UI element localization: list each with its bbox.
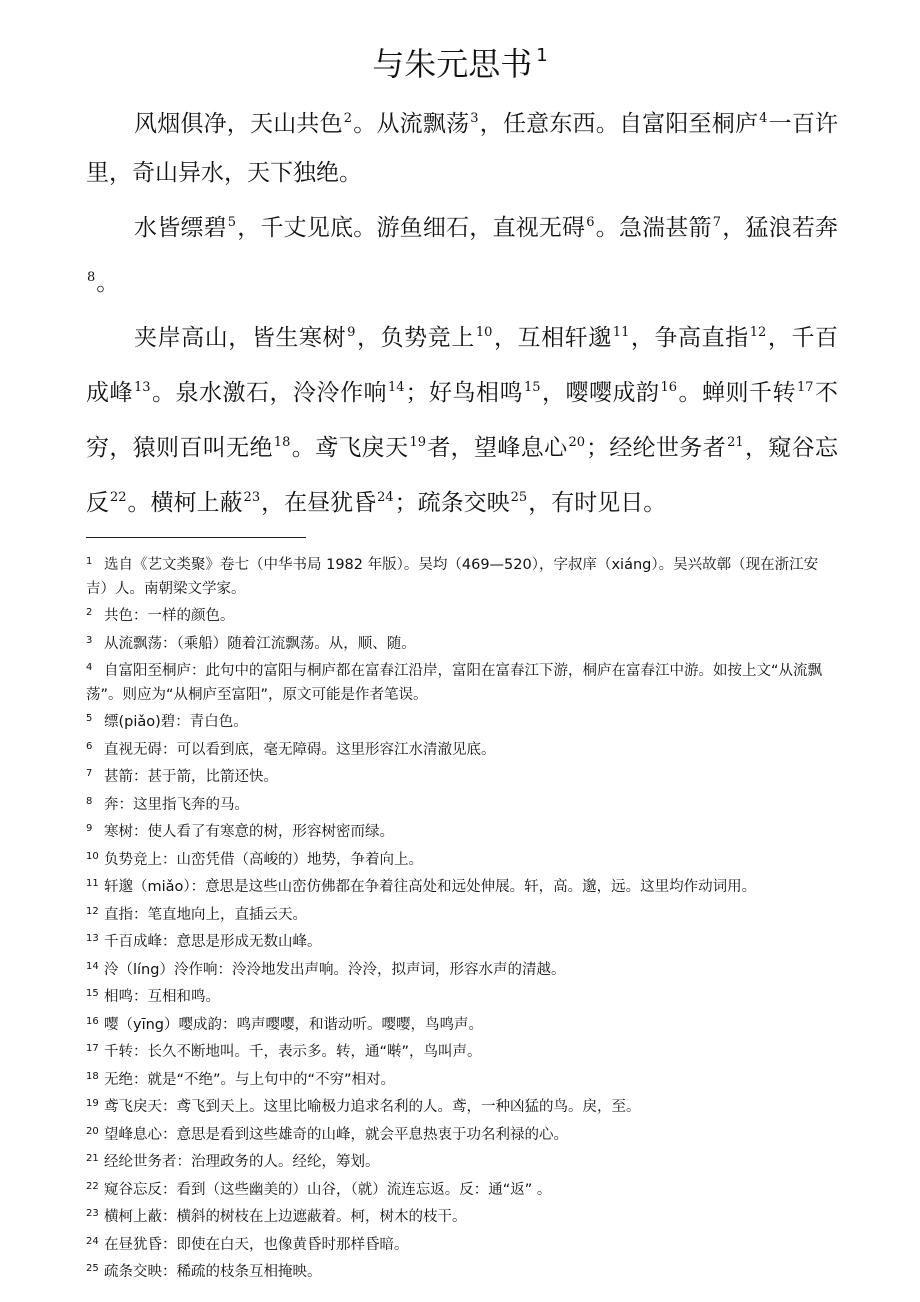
footnote-number: 14	[86, 960, 99, 972]
footnote-ref: 14	[387, 380, 405, 395]
footnote-item	[86, 656, 838, 707]
footnote-item	[86, 629, 838, 657]
paragraph-text: 者，望峰息心	[426, 435, 568, 461]
footnote-ref: 13	[134, 380, 151, 395]
footnote-item	[86, 1010, 838, 1038]
footnote-ref: 8	[87, 270, 96, 285]
footnote-item	[86, 1065, 838, 1093]
footnote-text: 甚箭：甚于箭，比箭还快。	[104, 769, 278, 785]
main-text	[86, 94, 838, 528]
footnote-ref: 3	[470, 111, 479, 126]
paragraph-text: 夹岸高山，皆生寒树	[134, 325, 347, 351]
footnote-item	[86, 735, 838, 763]
footnote-item	[86, 550, 838, 601]
footnote-number: 19	[86, 1098, 99, 1109]
footnote-number: 23	[86, 1208, 99, 1219]
footnote-text: 直视无碍：可以看到底，毫无障碍。这里形容江水清澈见底。	[104, 741, 496, 758]
footnote-ref: 6	[586, 215, 595, 230]
footnote-text: 选自《艺文类聚》卷七（中华书局 1982 年版）。吴均（469—520），字叔庠（xiáng）。吴兴故鄣（现在浙江安吉）人。南朝梁文学家。	[86, 557, 819, 597]
footnote-text: 负势竞上：山峦凭借（高峻的）地势，争着向上。	[104, 851, 423, 868]
footnote-item	[86, 762, 838, 790]
footnote-number: 17	[86, 1043, 99, 1054]
paragraph-text: ；好鸟相鸣	[405, 380, 523, 406]
footnotes-section	[86, 550, 838, 1285]
paragraph-text: ；疏条交映	[394, 490, 510, 516]
paragraph-text: 。急湍甚箭	[595, 215, 712, 241]
footnote-number: 1	[86, 556, 93, 567]
paragraph	[86, 198, 838, 308]
paragraph-text: ；经纶世务者	[585, 435, 727, 461]
footnote-number: 11	[86, 878, 99, 889]
footnote-text: 寒树：使人看了有寒意的树，形容树密而绿。	[104, 824, 394, 840]
footnote-item	[86, 1147, 838, 1175]
title-text: 与朱元思书	[372, 45, 533, 83]
footnote-item	[86, 1120, 838, 1148]
footnote-item	[86, 1175, 838, 1203]
footnote-text: 横柯上蔽：横斜的树枝在上边遮蔽着。柯，树木的枝干。	[104, 1209, 467, 1225]
footnote-item	[86, 927, 838, 955]
footnote-text: 千百成峰：意思是形成无数山峰。	[104, 934, 322, 950]
footnote-text: 直指：笔直地向上，直插云天。	[104, 906, 307, 923]
footnote-item	[86, 1230, 838, 1258]
paragraph-text: ，窥谷忘反	[86, 435, 839, 516]
paragraph-text: 。横柯上蔽	[127, 490, 243, 516]
footnote-item	[86, 1037, 838, 1065]
paragraph-text: ，负势竞上	[356, 325, 475, 351]
footnote-text: 嘤（yīng）嘤成韵：鸣声嘤嘤，和谐动听。嘤嘤，鸟鸣声。	[104, 1016, 484, 1033]
footnote-number: 2	[86, 607, 93, 618]
footnote-number: 24	[86, 1235, 99, 1247]
paragraph-text: 。蝉则千转	[678, 380, 797, 406]
paragraph-text: ，争高直指	[630, 325, 749, 351]
footnote-ref: 12	[749, 325, 767, 340]
footnote-ref: 23	[243, 490, 261, 505]
footnote-number: 10	[86, 850, 99, 862]
footnote-number: 6	[86, 740, 93, 752]
footnote-ref: 4	[759, 111, 768, 126]
footnote-ref: 18	[273, 435, 291, 450]
paragraph-text: ，有时见日。	[528, 490, 667, 516]
paragraph-text: 风烟俱净，天山共色	[134, 111, 343, 137]
paragraph-text: 水皆缥碧	[134, 215, 227, 241]
paragraph-text: 。鸢飞戾天	[291, 435, 409, 461]
footnote-text: 经纶世务者：治理政务的人。经纶，筹划。	[104, 1154, 380, 1170]
footnote-number: 3	[86, 634, 93, 646]
footnote-item	[86, 872, 838, 900]
footnote-text: 相鸣：互相和鸣。	[104, 989, 220, 1005]
footnote-ref: 21	[727, 435, 744, 450]
footnote-text: 无绝：就是“不绝”。与上句中的“不穷”相对。	[104, 1071, 396, 1088]
footnote-number: 12	[86, 905, 99, 917]
paragraph-text: ，千丈见底。游鱼细石，直视无碍	[237, 215, 586, 241]
paragraph-text: ，在昼犹昏	[261, 490, 377, 516]
footnote-ref: 9	[347, 325, 356, 340]
footnote-item	[86, 955, 838, 983]
paragraph-text: ，嘤嘤成韵	[541, 380, 660, 406]
paragraph-text: 。	[96, 270, 120, 296]
footnote-ref: 24	[377, 490, 394, 505]
footnote-number: 20	[86, 1125, 99, 1137]
footnote-text: 在昼犹昏：即使在白天，也像黄昏时那样昏暗。	[104, 1236, 409, 1253]
footnote-item	[86, 1092, 838, 1120]
paragraph	[86, 308, 838, 528]
footnote-number: 7	[86, 768, 93, 779]
footnote-number: 5	[86, 713, 93, 724]
footnote-ref: 7	[712, 215, 722, 230]
footnote-text: 窥谷忘反：看到（这些幽美的）山谷，（就）流连忘返。反：通“返” 。	[104, 1181, 552, 1198]
footnote-number: 21	[86, 1153, 99, 1164]
footnote-item	[86, 790, 838, 818]
paragraph-text: 。从流飘荡	[353, 111, 470, 137]
footnote-item	[86, 982, 838, 1010]
footnote-item	[86, 900, 838, 928]
footnote-text: 轩邈（miǎo）：意思是这些山峦仿佛都在争着往高处和远处伸展。轩，高。邈，远。这里均作动词用。	[104, 879, 757, 895]
footnote-number: 22	[86, 1180, 99, 1192]
paragraph-text: 一百许里，奇山异水，天下独绝。	[86, 111, 839, 186]
footnote-text: 从流飘荡：（乘船）随着江流飘荡。从，顺、随。	[104, 635, 416, 652]
footnote-text: 奔：这里指飞奔的马。	[104, 796, 249, 813]
footnote-number: 25	[86, 1263, 99, 1274]
footnote-ref: 25	[510, 490, 528, 505]
footnote-ref: 22	[110, 490, 127, 505]
footnote-item	[86, 1257, 838, 1285]
footnote-text: 自富阳至桐庐：此句中的富阳与桐庐都在富春江沿岸，富阳在富春江下游，桐庐在富春江中游。如按上文“从流飘荡”。则应为“从桐庐至富阳”，原文可能是作者笔误。	[86, 663, 823, 703]
footnote-ref: 11	[612, 325, 630, 340]
paragraph-text: 不穷，猿则百叫无绝	[86, 380, 839, 461]
paragraph	[86, 94, 838, 198]
footnote-text: 望峰息心：意思是看到这些雄奇的山峰，就会平息热衷于功名利禄的心。	[104, 1126, 568, 1143]
footnote-number: 18	[86, 1070, 99, 1082]
paragraph-text: ，互相轩邈	[493, 325, 612, 351]
footnote-text: 鸢飞戾天：鸢飞到天上。这里比喻极力追求名利的人。鸢，一种凶猛的鸟。戾，至。	[104, 1099, 641, 1115]
footnote-ref: 15	[523, 380, 541, 395]
footnote-item	[86, 601, 838, 629]
footnote-number: 16	[86, 1015, 99, 1027]
footnote-item	[86, 707, 838, 735]
footnote-number: 13	[86, 933, 99, 944]
footnote-text: 缥(piǎo)碧：青白色。	[104, 714, 248, 730]
footnote-text: 泠（líng）泠作响：泠泠地发出声响。泠泠，拟声词，形容水声的清越。	[104, 961, 566, 978]
footnote-ref: 5	[227, 215, 237, 230]
paragraph-text: ，猛浪若奔	[722, 215, 839, 241]
footnote-number: 4	[86, 662, 93, 673]
footnote-text: 共色：一样的颜色。	[104, 608, 235, 624]
footnote-ref: 20	[568, 435, 585, 450]
footnote-text: 疏条交映：稀疏的枝条互相掩映。	[104, 1264, 322, 1280]
paragraph-text: 。泉水激石，泠泠作响	[151, 380, 387, 406]
footnote-divider	[86, 537, 306, 538]
footnote-item	[86, 1202, 838, 1230]
footnote-ref: 16	[660, 380, 678, 395]
footnote-ref: 2	[343, 111, 353, 126]
page-title	[0, 36, 920, 84]
footnote-ref: 19	[409, 435, 426, 450]
footnote-item	[86, 845, 838, 873]
footnote-number: 9	[86, 823, 93, 834]
footnote-ref: 10	[475, 325, 493, 340]
footnote-text: 千转：长久不断地叫。千，表示多。转，通“啭”，鸟叫声。	[104, 1044, 482, 1060]
footnote-item	[86, 817, 838, 845]
footnote-ref: 17	[797, 380, 814, 395]
title-footnote-ref: 1	[536, 45, 548, 66]
footnote-number: 15	[86, 988, 99, 999]
footnote-number: 8	[86, 795, 93, 807]
paragraph-text: ，任意东西。自富阳至桐庐	[479, 111, 759, 137]
paragraph-text: ，千百成峰	[86, 325, 839, 406]
